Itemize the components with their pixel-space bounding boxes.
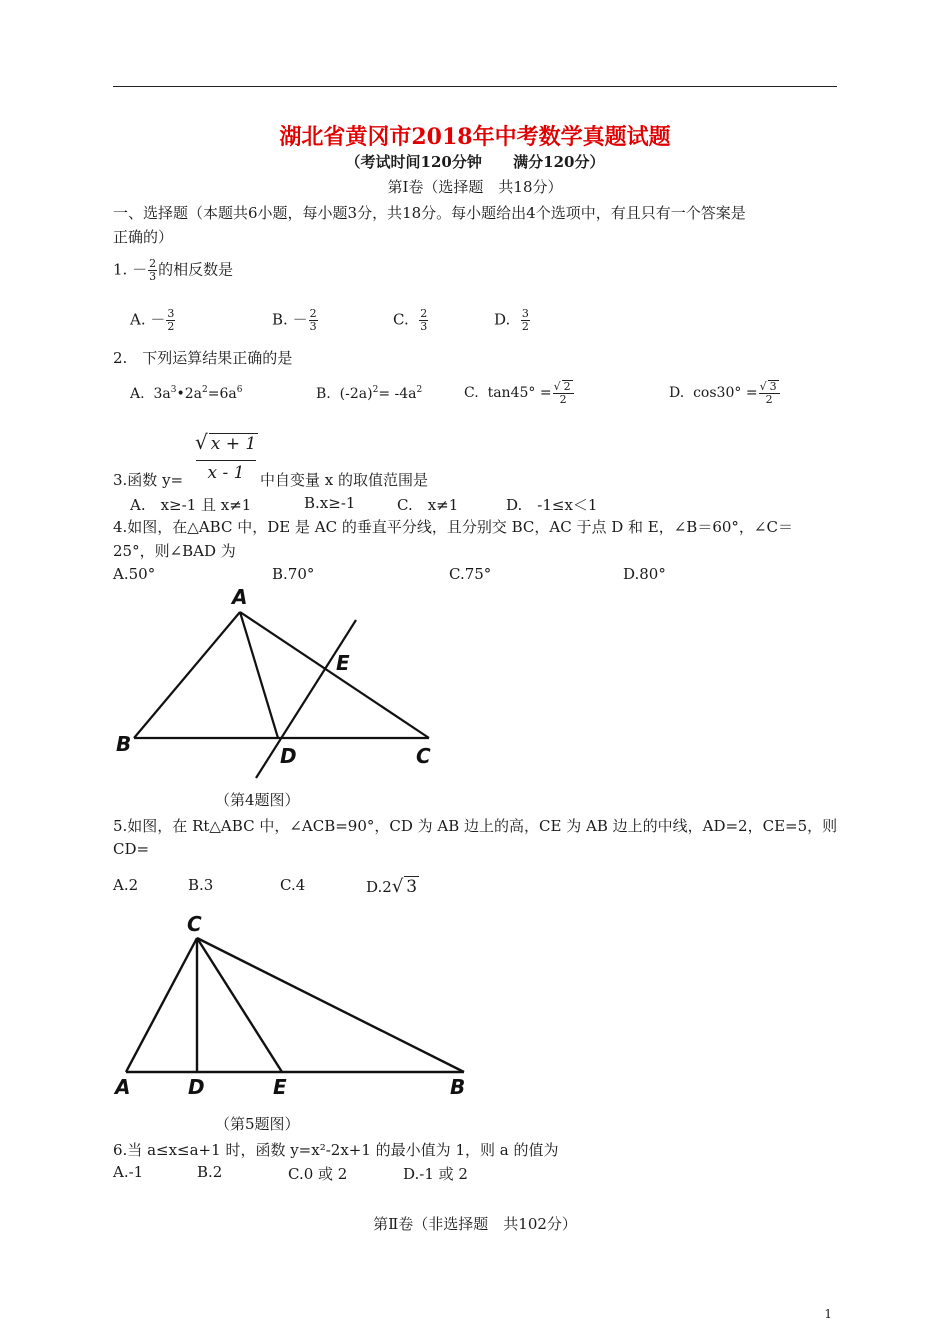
label-a: A xyxy=(232,585,248,609)
q3-radicand: x + 1 xyxy=(210,434,257,454)
q6-option-c: C.0 或 2 xyxy=(288,1165,348,1183)
label-c: C xyxy=(416,744,431,768)
part1-heading: 第Ⅰ卷（选择题 共18分） xyxy=(387,178,563,196)
radicand: 3 xyxy=(769,380,777,393)
q1-option-b xyxy=(272,308,319,333)
q1-den: 3 xyxy=(149,270,157,283)
q5-option-c: C.4 xyxy=(280,876,306,894)
expr: cos30° xyxy=(693,385,742,401)
q6-option-b: B.2 xyxy=(197,1163,223,1181)
label-d: D xyxy=(280,744,297,768)
expr: tan45° xyxy=(487,385,536,401)
option-label: A. xyxy=(130,386,145,402)
question-1 xyxy=(113,258,233,283)
label-d: D xyxy=(188,1075,205,1099)
option-label: B. xyxy=(316,386,331,402)
segment-ac xyxy=(126,938,197,1072)
q5-option-d: D.2√ 3 xyxy=(366,876,418,897)
exp: 3 xyxy=(170,385,177,395)
q2-option-c xyxy=(464,380,575,406)
equals: = -4a xyxy=(378,386,417,402)
exam-title: 湖北省黄冈市2018年中考数学真题试题 xyxy=(279,124,671,150)
q4-option-b: B.70° xyxy=(272,565,315,583)
frac-num: √ 2 xyxy=(553,380,574,394)
q6-option-d: D.-1 或 2 xyxy=(403,1165,468,1183)
question-2: 2. 下列运算结果正确的是 xyxy=(113,349,293,367)
option-fraction xyxy=(309,308,318,333)
frac-num: 2 xyxy=(309,307,317,320)
q5-right-triangle-figure xyxy=(110,905,480,1100)
option-label: C. xyxy=(464,385,479,401)
exam-subtitle xyxy=(0,151,950,172)
q1-option-d xyxy=(494,308,531,333)
exam-score: 满分120分） xyxy=(513,153,605,171)
segment-cb xyxy=(197,938,464,1072)
frac-den: 2 xyxy=(167,320,175,333)
page-number: 1 xyxy=(824,1307,832,1321)
q5-option-b: B.3 xyxy=(188,876,214,894)
part2-heading: 第Ⅱ卷（非选择题 共102分） xyxy=(373,1215,577,1233)
option-label: A. xyxy=(130,310,146,329)
q5-line2: CD= xyxy=(113,840,150,858)
exam-time: （考试时间120分钟 xyxy=(345,153,482,171)
expr: 3a xyxy=(153,386,171,402)
segment-ad xyxy=(240,612,278,738)
q1-number: 1. xyxy=(113,260,128,279)
frac-num: 2 xyxy=(420,307,428,320)
q4-option-c: C.75° xyxy=(449,565,492,583)
equals: = xyxy=(745,385,758,401)
exp: 6 xyxy=(236,385,243,395)
label-c: C xyxy=(187,912,202,936)
label-a: A xyxy=(115,1075,131,1099)
option-label: D. xyxy=(494,310,511,329)
option-label: D. xyxy=(669,385,685,401)
equals: = xyxy=(207,386,220,402)
frac-den: 3 xyxy=(420,320,428,333)
q3-denominator: x - 1 xyxy=(207,463,245,483)
q6-option-a: A.-1 xyxy=(113,1163,144,1181)
option-label: B. xyxy=(272,310,288,329)
exp: 2 xyxy=(416,385,423,395)
frac-den: 2 xyxy=(559,393,567,406)
frac-den: 2 xyxy=(765,393,773,406)
q4-triangle-figure xyxy=(110,585,431,785)
option-fraction xyxy=(553,380,574,406)
q5-option-a: A.2 xyxy=(113,876,139,894)
frac-num: 3 xyxy=(521,307,529,320)
q3-prefix: 3.函数 y= xyxy=(113,471,184,489)
q3-option-d: D. -1≤x＜1 xyxy=(506,496,598,514)
expr: 6a xyxy=(219,386,237,402)
expr: •2a xyxy=(176,386,202,402)
section1-line1: 一、选择题（本题共6小题，每小题3分，共18分。每小题给出4个选项中，有且只有一个答案是 xyxy=(113,204,746,222)
q1-num: 2 xyxy=(149,257,157,270)
q2-option-b xyxy=(316,385,422,402)
top-rule xyxy=(113,86,837,87)
q1-stem: 的相反数是 xyxy=(158,260,234,279)
q4-line1: 4.如图，在△ABC 中，DE 是 AC 的垂直平分线，且分别交 BC，AC 于点 D 和 E，∠B＝60°，∠C＝ xyxy=(113,518,793,536)
label-e: E xyxy=(273,1075,287,1099)
q3-fraction-bar xyxy=(196,460,256,461)
q4-caption: （第4题图） xyxy=(215,791,300,809)
option-label: D.2 xyxy=(366,878,392,896)
exp: 2 xyxy=(372,385,379,395)
q4-line2: 25°，则∠BAD 为 xyxy=(113,542,236,560)
radicand: 2 xyxy=(563,380,571,393)
q2-option-a xyxy=(130,385,242,402)
label-e: E xyxy=(336,651,350,675)
frac-num: 3 xyxy=(167,307,175,320)
q3-option-a: A. x≥-1 且 x≠1 xyxy=(130,496,252,514)
option-sign: － xyxy=(150,310,166,329)
option-sign: － xyxy=(292,310,308,329)
q4-option-a: A.50° xyxy=(113,565,156,583)
segment-ab xyxy=(134,612,240,738)
exp: 2 xyxy=(201,385,208,395)
frac-den: 2 xyxy=(521,320,529,333)
q5-caption: （第5题图） xyxy=(215,1115,300,1133)
section1-line2: 正确的） xyxy=(113,228,174,246)
q3-option-c: C. x≠1 xyxy=(397,496,459,514)
perpendicular-bisector-de xyxy=(256,620,356,778)
q4-option-d: D.80° xyxy=(623,565,666,583)
option-fraction xyxy=(521,308,530,333)
q1-minus: － xyxy=(132,260,148,279)
segment-ac xyxy=(240,612,429,738)
label-b: B xyxy=(116,732,132,756)
q3-fraction-numerator: √ x + 1 xyxy=(195,430,257,454)
question-6: 6.当 a≤x≤a+1 时，函数 y=x²-2x+1 的最小值为 1，则 a 的值为 xyxy=(113,1141,559,1159)
q1-option-c xyxy=(393,308,429,333)
frac-num: √ 3 xyxy=(759,380,780,394)
q5-line1: 5.如图，在 Rt△ABC 中，∠ACB=90°，CD 为 AB 边上的高，CE 为 AB 边上的中线，AD=2，CE=5，则 xyxy=(113,817,838,835)
q1-fraction xyxy=(148,258,157,283)
q2-option-d xyxy=(669,380,781,406)
expr: (-2a) xyxy=(339,386,373,402)
option-label: C. xyxy=(393,310,409,329)
frac-den: 3 xyxy=(309,320,317,333)
equals: = xyxy=(539,385,552,401)
option-fraction xyxy=(166,308,175,333)
radicand: 3 xyxy=(406,877,418,897)
q3-option-b: B.x≥-1 xyxy=(304,494,356,512)
q1-option-a xyxy=(130,308,176,333)
option-fraction xyxy=(759,380,780,406)
option-fraction xyxy=(419,308,428,333)
label-b: B xyxy=(450,1075,466,1099)
q3-stem: 中自变量 x 的取值范围是 xyxy=(260,471,428,489)
